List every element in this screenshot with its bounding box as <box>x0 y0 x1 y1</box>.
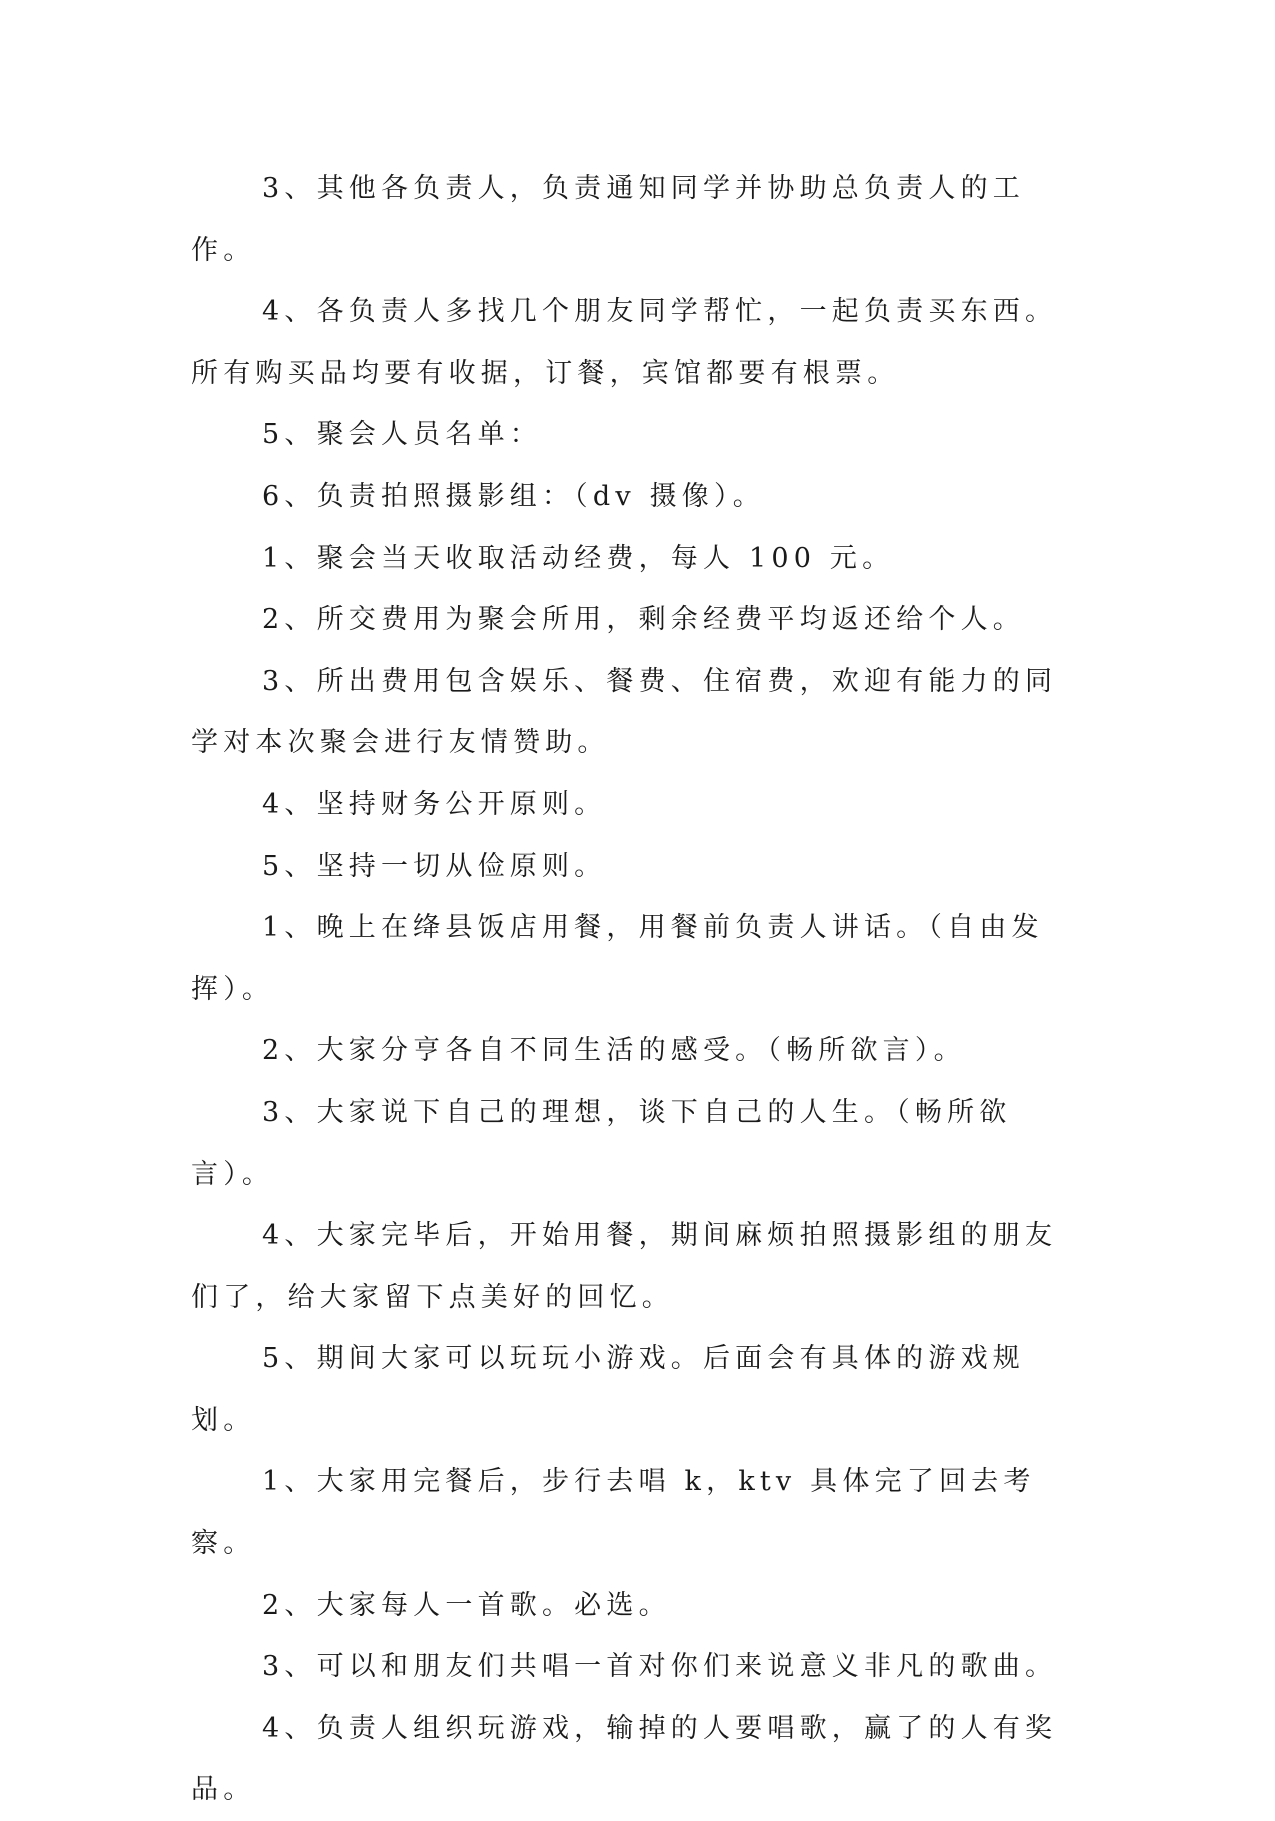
document-body <box>191 158 1081 1821</box>
paragraph-9: 5、坚持一切从俭原则。 <box>262 850 607 882</box>
paragraph-15: 1、大家用完餐后，步行去唱 k，ktv 具体完了回去考察。 <box>191 1466 1036 1560</box>
paragraph-8: 4、坚持财务公开原则。 <box>262 788 607 820</box>
paragraph-10: 1、晚上在绛县饭店用餐，用餐前负责人讲话。（自由发挥）。 <box>191 912 1044 1005</box>
paragraph-14: 5、期间大家可以玩玩小游戏。后面会有具体的游戏规划。 <box>191 1343 1025 1436</box>
paragraph-18: 4、负责人组织玩游戏，输掉的人要唱歌，赢了的人有奖品。 <box>191 1712 1058 1806</box>
paragraph-3: 5、聚会人员名单： <box>262 419 542 451</box>
paragraph-6: 2、所交费用为聚会所用，剩余经费平均返还给个人。 <box>262 604 1025 636</box>
paragraph-5: 1、聚会当天收取活动经费，每人 100 元。 <box>262 542 895 574</box>
paragraph-11: 2、大家分亨各自不同生活的感受。（畅所欲言）。 <box>262 1035 966 1067</box>
paragraph-1: 3、其他各负责人，负责通知同学并协助总负责人的工作。 <box>191 173 1025 266</box>
paragraph-12: 3、大家说下自己的理想，谈下自己的人生。（畅所欲言）。 <box>191 1096 1012 1190</box>
paragraph-2: 4、各负责人多找几个朋友同学帮忙，一起负责买东西。所有购买品均要有收据，订餐，宾馆都要有根票。 <box>191 296 1058 389</box>
paragraph-16: 2、大家每人一首歌。必选。 <box>262 1589 671 1621</box>
paragraph-13: 4、大家完毕后，开始用餐，期间麻烦拍照摄影组的朋友们了，给大家留下点美好的回忆。 <box>191 1220 1058 1313</box>
paragraph-4: 6、负责拍照摄影组：（dv 摄像）。 <box>262 480 765 512</box>
paragraph-7: 3、所出费用包含娱乐、餐费、住宿费，欢迎有能力的同学对本次聚会进行友情赞助。 <box>191 665 1058 759</box>
paragraph-17: 3、可以和朋友们共唱一首对你们来说意义非凡的歌曲。 <box>262 1651 1058 1683</box>
